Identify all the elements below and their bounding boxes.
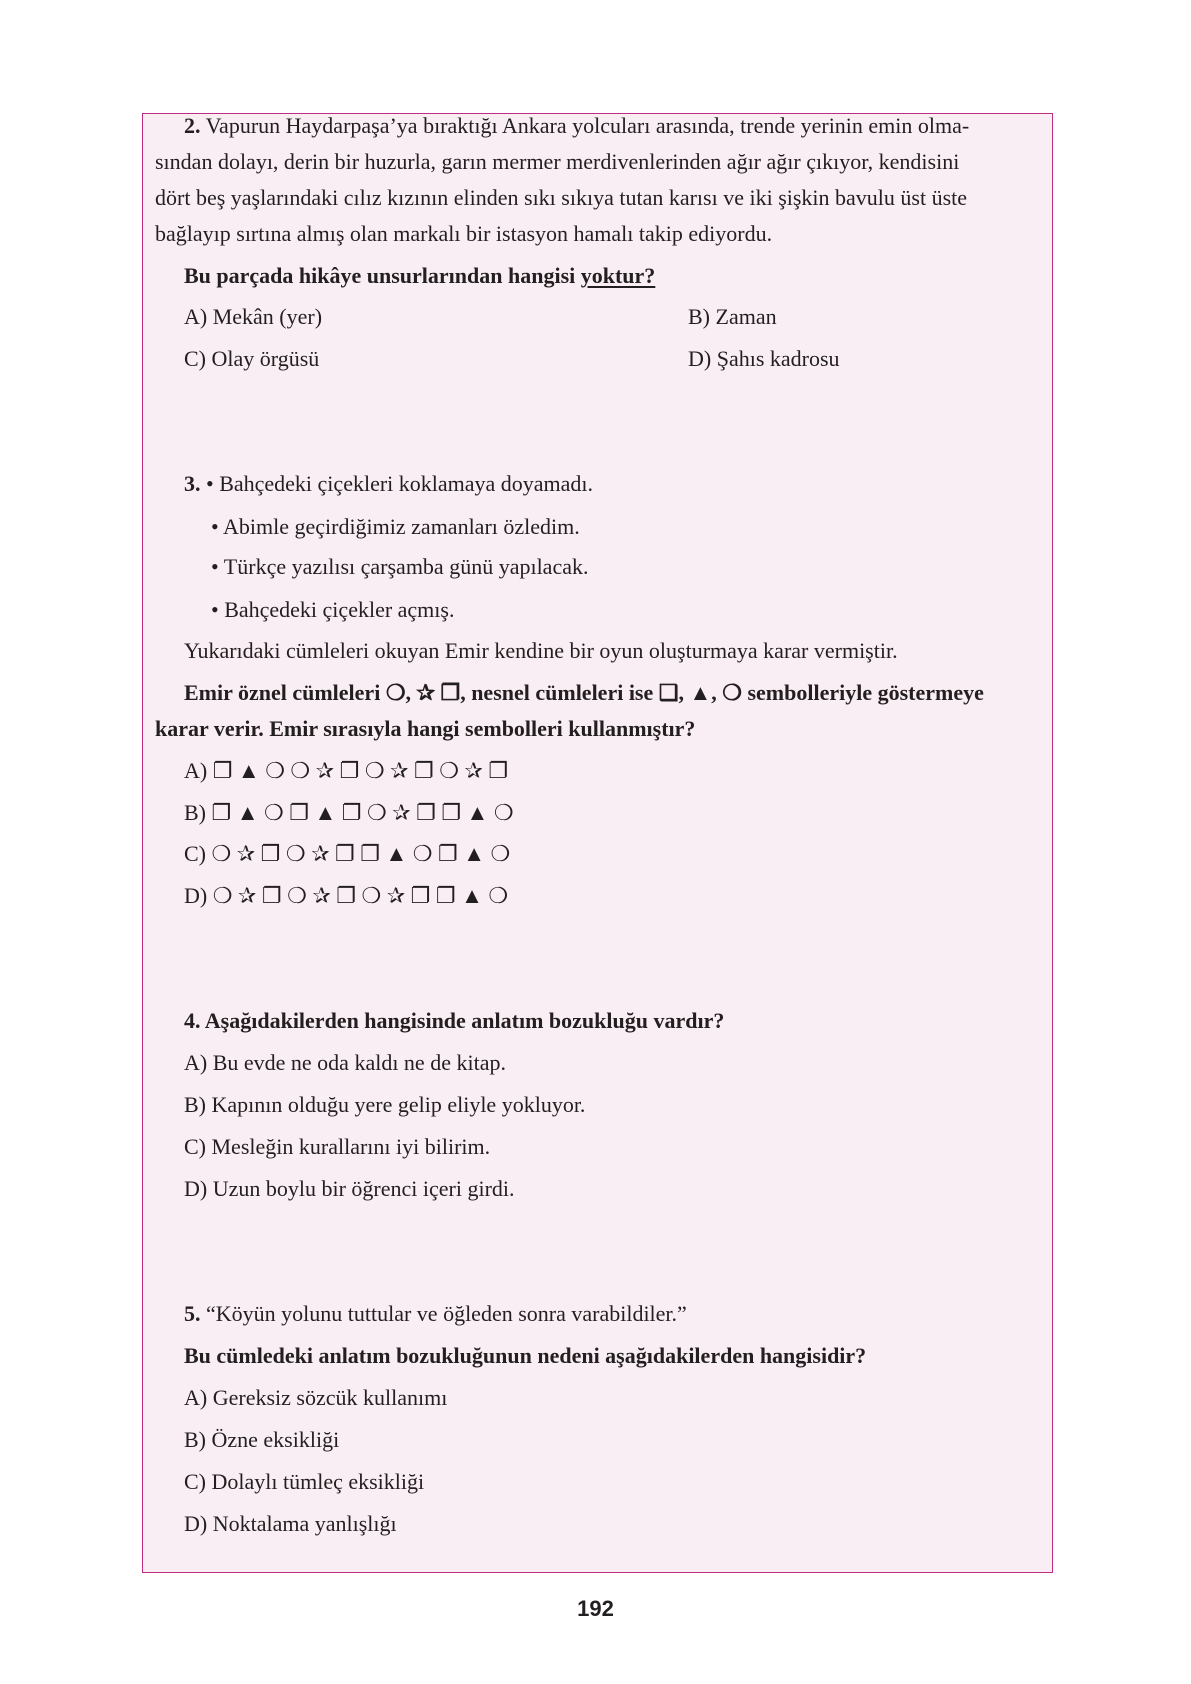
- q2-option-c[interactable]: C) Olay örgüsü: [184, 346, 320, 371]
- q4-option-c[interactable]: C) Mesleğin kurallarını iyi bilirim.: [184, 1134, 491, 1159]
- q2-question-underlined: yoktur?: [580, 263, 656, 288]
- q3-line-1: [184, 471, 593, 497]
- q3-bullet-3: • Türkçe yazılısı çarşamba günü yapılacak.: [211, 554, 589, 579]
- q3-question-line-2: karar verir. Emir sırasıyla hangi sembolleri kullanmıştır?: [155, 716, 696, 741]
- q3-question-line-1: Emir öznel cümleleri ❍, ✰ ❐, nesnel cümleleri ise ❑, ▲, ❍ sembolleriyle göstermeye: [184, 680, 984, 705]
- q2-question: [184, 263, 655, 289]
- q3-bullet-4: • Bahçedeki çiçekler açmış.: [211, 597, 455, 622]
- q5-number: 5.: [184, 1301, 201, 1326]
- q3-option-a[interactable]: A) ❐ ▲ ❍ ❍ ✰ ❐ ❍ ✰ ❐ ❍ ✰ ❐: [184, 758, 509, 783]
- q5-option-d[interactable]: D) Noktalama yanlışlığı: [184, 1511, 397, 1536]
- q3-number: 3.: [184, 471, 201, 496]
- q5-sentence-line: [184, 1301, 687, 1327]
- q2-option-d[interactable]: D) Şahıs kadrosu: [688, 346, 840, 371]
- q3-bullet-2: • Abimle geçirdiğimiz zamanları özledim.: [211, 514, 580, 539]
- q4-option-b[interactable]: B) Kapının olduğu yere gelip eliyle yokluyor.: [184, 1092, 586, 1117]
- q5-option-a[interactable]: A) Gereksiz sözcük kullanımı: [184, 1385, 448, 1410]
- q3-bullet-1: • Bahçedeki çiçekleri koklamaya doyamadı.: [206, 471, 594, 496]
- q3-intro: Yukarıdaki cümleleri okuyan Emir kendine bir oyun oluşturmaya karar vermiştir.: [184, 638, 898, 663]
- q2-line-4: bağlayıp sırtına almış olan markalı bir istasyon hamalı takip ediyordu.: [155, 221, 773, 246]
- q3-option-c[interactable]: C) ❍ ✰ ❐ ❍ ✰ ❐ ❐ ▲ ❍ ❐ ▲ ❍: [184, 841, 511, 866]
- q2-line-2: sından dolayı, derin bir huzurla, garın mermer merdivenlerinden ağır ağır çıkıyor, kendisini: [155, 149, 960, 174]
- q3-option-b[interactable]: B) ❐ ▲ ❍ ❐ ▲ ❐ ❍ ✰ ❐ ❐ ▲ ❍: [184, 800, 514, 825]
- q4-question: 4. Aşağıdakilerden hangisinde anlatım bozukluğu vardır?: [184, 1008, 725, 1033]
- q2-option-a[interactable]: A) Mekân (yer): [184, 304, 323, 329]
- q4-option-d[interactable]: D) Uzun boylu bir öğrenci içeri girdi.: [184, 1176, 515, 1201]
- q4-option-a[interactable]: A) Bu evde ne oda kaldı ne de kitap.: [184, 1050, 506, 1075]
- q2-line-1: [184, 113, 969, 139]
- q5-question: Bu cümledeki anlatım bozukluğunun nedeni aşağıdakilerden hangisidir?: [184, 1343, 867, 1368]
- q2-question-text: Bu parçada hikâye unsurlarından hangisi: [184, 263, 581, 288]
- q2-line-3: dört beş yaşlarındaki cılız kızının elinden sıkı sıkıya tutan karısı ve iki şişkin bavulu üst üste: [155, 185, 968, 210]
- q5-option-b[interactable]: B) Özne eksikliği: [184, 1427, 340, 1452]
- page-number: 192: [577, 1596, 614, 1621]
- q2-option-b[interactable]: B) Zaman: [688, 304, 777, 329]
- q2-number: 2.: [184, 113, 201, 138]
- q5-sentence: “Köyün yolunu tuttular ve öğleden sonra varabildiler.”: [206, 1301, 687, 1326]
- q2-text-1: Vapurun Haydarpaşa’ya bıraktığı Ankara yolcuları arasında, trende yerinin emin olma-: [205, 113, 970, 138]
- q5-option-c[interactable]: C) Dolaylı tümleç eksikliği: [184, 1469, 425, 1494]
- q3-option-d[interactable]: D) ❍ ✰ ❐ ❍ ✰ ❐ ❍ ✰ ❐ ❐ ▲ ❍: [184, 883, 509, 908]
